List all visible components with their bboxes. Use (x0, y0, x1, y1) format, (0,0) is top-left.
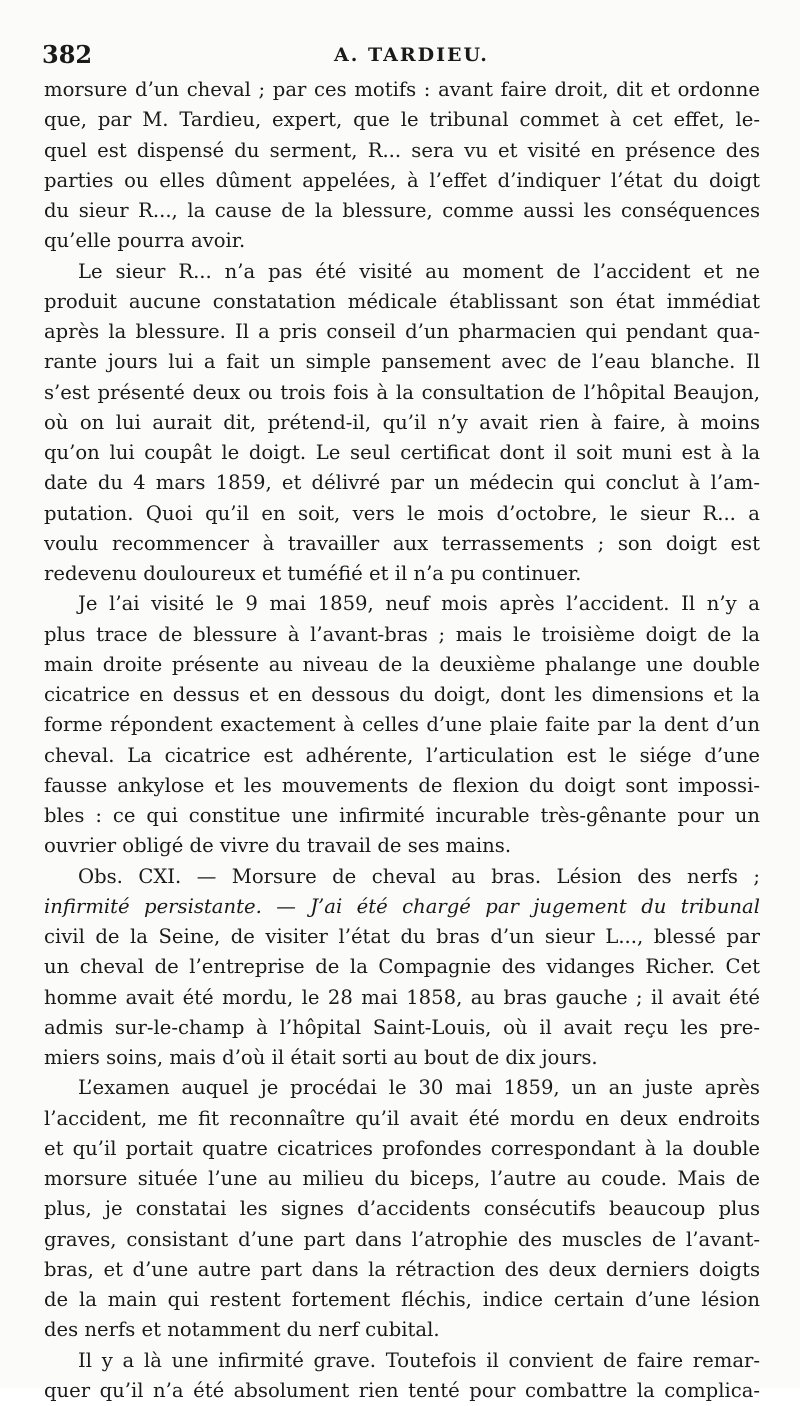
text-line: putation. Quoi qu’il en soit, vers le mois d’octobre, le sieur R... a (44, 501, 760, 525)
text-line: parties ou elles dûment appelées, à l’effet d’indiquer l’état du doigt (44, 168, 760, 192)
text-line: plus, je constatai les signes d’accidents consécutifs beaucoup plus (44, 1197, 760, 1221)
text-line: redevenu douloureux et tuméfié et il n’a pu continuer. (44, 562, 582, 585)
observation-heading: Obs. CXI. — Morsure de cheval au bras. Lésion des nerfs ; (78, 864, 760, 888)
text-line: plus trace de blessure à l’avant-bras ; mais le troisième doigt de la (44, 622, 760, 646)
text-line: admis sur-le-champ à l’hôpital Saint-Louis, où il avait reçu les pre- (44, 1015, 760, 1039)
text-line: où on lui aurait dit, prétend-il, qu’il n’y avait rien à faire, à moins (44, 410, 760, 434)
text-line: infirmité persistante. — J’ai été chargé par jugement du tribunal (44, 894, 760, 918)
text-line: produit aucune constatation médicale établissant son état immédiat (44, 289, 760, 313)
text-line: Je l’ai visité le 9 mai 1859, neuf mois après l’accident. Il n’y a (78, 592, 760, 616)
text-line: un cheval de l’entreprise de la Compagnie des vidanges Richer. Cet (44, 955, 760, 979)
text-line: fausse ankylose et les mouvements de flexion du doigt sont impossi- (44, 773, 760, 797)
text-line: quel est dispensé du serment, R... sera vu et visité en présence des (44, 138, 760, 162)
text-line: des nerfs et notamment du nerf cubital. (44, 1318, 440, 1342)
body-text (44, 75, 760, 1406)
text-line: s’est présenté deux ou trois fois à la consultation de l’hôpital Beaujon, (44, 380, 760, 404)
text-line: et qu’il portait quatre cicatrices profondes correspondant à la double (44, 1136, 760, 1160)
text-line: morsure d’un cheval ; par ces motifs : avant faire droit, dit et ordonne (44, 78, 760, 101)
text-line: bras, et d’une autre part dans la rétraction des deux derniers doigts (44, 1257, 760, 1281)
text-line: cicatrice en dessus et en dessous du doigt, dont les dimensions et la (44, 683, 760, 706)
text-line: main droite présente au niveau de la deuxième phalange une double (44, 652, 760, 676)
text-line: ouvrier obligé de vivre du travail de ses mains. (44, 834, 512, 858)
text-line: que, par M. Tardieu, expert, que le tribunal commet à cet effet, le- (44, 108, 760, 132)
text-line: cheval. La cicatrice est adhérente, l’articulation est le siége d’une (44, 743, 760, 767)
text-line: miers soins, mais d’où il était sorti au bout de dix jours. (44, 1046, 598, 1069)
page-number: 382 (42, 40, 93, 69)
text-line: forme répondent exactement à celles d’une plaie faite par la dent d’un (44, 713, 760, 737)
text-line: homme avait été mordu, le 28 mai 1858, au bras gauche ; il avait été (44, 985, 760, 1009)
text-line: morsure située l’une au milieu du biceps, l’autre au coude. Mais de (44, 1167, 760, 1190)
text-line: rante jours lui a fait un simple pansement avec de l’eau blanche. Il (44, 350, 760, 374)
text-line: de la main qui restent fortement fléchis, indice certain d’une lésion (44, 1288, 760, 1311)
text-line: L’examen auquel je procédai le 30 mai 1859, un an juste après (78, 1076, 760, 1100)
text-line: civil de la Seine, de visiter l’état du bras d’un sieur L..., blessé par (44, 925, 760, 948)
text-line: qu’elle pourra avoir. (44, 229, 246, 253)
text-line: date du 4 mars 1859, et délivré par un médecin qui conclut à l’am- (44, 471, 760, 495)
text-line: qu’on lui coupât le doigt. Le seul certificat dont il soit muni est à la (44, 441, 760, 464)
text-line: du sieur R..., la cause de la blessure, comme aussi les conséquences (44, 199, 760, 222)
text-line: graves, consistant d’une part dans l’atrophie des muscles de l’avant- (44, 1227, 760, 1251)
text-line: Il y a là une infirmité grave. Toutefois il convient de faire remar- (78, 1348, 760, 1372)
text-line: voulu recommencer à travailler aux terrassements ; son doigt est (44, 531, 760, 555)
running-head: A. TARDIEU. (334, 44, 489, 66)
text-line: quer qu’il n’a été absolument rien tenté pour combattre la complica- (44, 1378, 760, 1402)
text-line: après la blessure. Il a pris conseil d’un pharmacien qui pendant qua- (44, 320, 760, 343)
text-line: l’accident, me fit reconnaître qu’il avait été mordu en deux endroits (44, 1106, 760, 1130)
page-header (42, 38, 762, 78)
text-line: bles : ce qui constitue une infirmité incurable très-gênante pour un (44, 804, 760, 827)
text-line: Le sieur R... n’a pas été visité au moment de l’accident et ne (78, 259, 760, 283)
